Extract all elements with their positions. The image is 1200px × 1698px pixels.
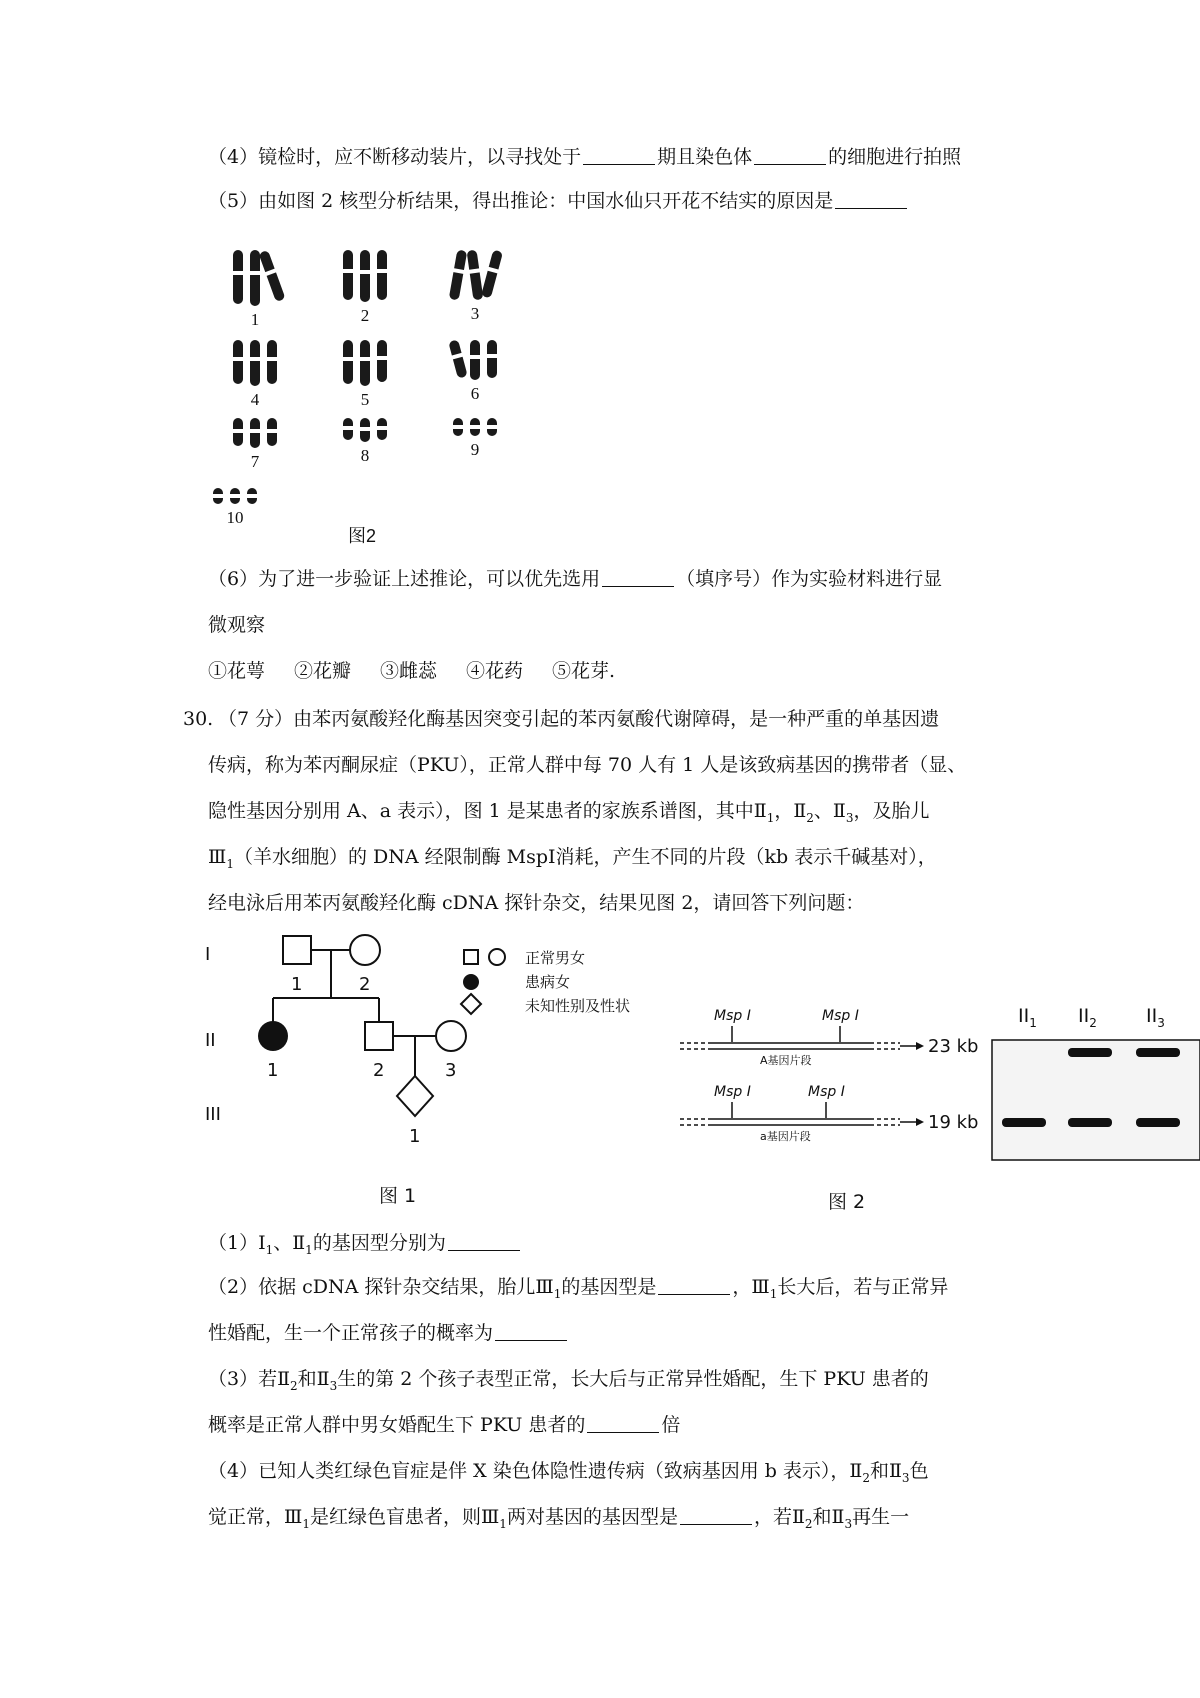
fragment-A-label: A基因片段 — [760, 1054, 812, 1067]
option-5: ⑤花芽. — [552, 660, 616, 682]
q29-sub5-text: （5）由如图 2 核型分析结果，得出推论：中国水仙只开花不结实的原因是 — [208, 190, 834, 212]
option-1: ①花萼 — [208, 660, 266, 682]
label-I2: 2 — [359, 974, 371, 995]
answer-blank — [835, 190, 907, 209]
label-II1: 1 — [267, 1060, 279, 1081]
chromosome-group-7: 7 — [205, 418, 305, 472]
legend-unknown-icon — [461, 994, 481, 1014]
individual-II2-male — [365, 1022, 393, 1050]
individual-II3-female — [436, 1021, 466, 1051]
q29-sub6-line1: （6）为了进一步验证上述推论，可以优先选用 （填序号）作为实验材料进行显 — [208, 568, 943, 590]
q29-sub6-line2: 微观察 — [208, 614, 266, 636]
chromosome-group-10: 10 — [185, 488, 285, 528]
band-II2-23kb — [1068, 1048, 1112, 1057]
option-2: ②花瓣 — [294, 660, 352, 682]
q30-sub3-line2: 概率是正常人群中男女婚配生下 PKU 患者的 倍 — [208, 1414, 681, 1436]
karyotype-caption: 图2 — [348, 526, 377, 546]
q29-sub4-text: （4）镜检时，应不断移动装片，以寻找处于 — [208, 146, 582, 168]
q30-intro-3: 隐性基因分别用 A、a 表示），图 1 是某患者的家族系谱图，其中$Ⅱ_1$，$Ⅱ_2$、$Ⅱ_3$，及胎儿 — [208, 800, 930, 825]
chromosome-group-3: 3 — [425, 250, 525, 324]
answer-blank — [658, 1276, 730, 1295]
q29-sub5 — [208, 186, 1038, 216]
chromosome-group-1: 1 — [205, 250, 305, 330]
lane-II1-label: $II_1$ — [1018, 1005, 1037, 1030]
individual-I1-male — [283, 936, 311, 964]
individual-III1-unknown — [397, 1076, 433, 1116]
answer-blank — [602, 568, 674, 587]
question-number: 30. — [183, 708, 214, 730]
answer-blank — [448, 1232, 520, 1251]
individual-I2-female — [350, 935, 380, 965]
answer-blank — [495, 1322, 567, 1341]
q30-sub3-line1: （3）若$Ⅱ_2$和$Ⅱ_3$生的第 2 个孩子表型正常，长大后与正常异性婚配，生下 PKU 患者的 — [208, 1368, 929, 1393]
msp-site-label: Msp I — [714, 1008, 751, 1024]
band-II1-19kb — [1002, 1118, 1046, 1127]
size-23kb-label: 23 kb — [928, 1036, 979, 1057]
legend-normal-label: 正常男女 — [525, 949, 586, 967]
msp-site-label: Msp I — [714, 1084, 751, 1100]
q30-sub4-line1: （4）已知人类红绿色盲症是伴 X 染色体隐性遗传病（致病基因用 b 表示），$Ⅱ_2$和$Ⅱ_3$色 — [208, 1460, 929, 1485]
option-3: ③雌蕊 — [380, 660, 438, 682]
band-II3-19kb — [1136, 1118, 1180, 1127]
lane-II3-label: $II_3$ — [1146, 1005, 1165, 1030]
msp-site-label: Msp I — [822, 1008, 859, 1024]
individual-II1-affected — [258, 1021, 288, 1051]
size-19kb-label: 19 kb — [928, 1112, 979, 1133]
legend-male-icon — [464, 950, 478, 964]
q30-sub4-line2: 觉正常，$Ⅲ_1$是红绿色盲患者，则$Ⅲ_1$两对基因的基因型是 ，若$Ⅱ_2$和$Ⅱ_3$再生一 — [208, 1506, 910, 1531]
gel-caption: 图 2 — [828, 1191, 866, 1213]
label-II2: 2 — [373, 1060, 385, 1081]
legend-affected-icon — [463, 974, 479, 990]
chromosome-group-4: 4 — [205, 340, 305, 410]
option-4: ④花药 — [466, 660, 524, 682]
lane-II2-label: $II_2$ — [1078, 1005, 1097, 1030]
answer-blank — [680, 1506, 752, 1525]
q30-sub2-line1: （2）依据 cDNA 探针杂交结果，胎儿$Ⅲ_1$的基因型是 ，$Ⅲ_1$长大后，若与正常异 — [208, 1276, 949, 1301]
chromosome-group-6: 6 — [425, 340, 525, 404]
label-I1: 1 — [291, 974, 303, 995]
q30-sub1: $(1)Ⅰ_1$、$Ⅱ_1$的基因型分别为 — [208, 1228, 1038, 1265]
chromosome-group-9: 9 — [425, 418, 525, 460]
q29-sub4-mid: 期且染色体 — [657, 146, 753, 168]
legend-affected-label: 患病女 — [525, 973, 571, 991]
answer-blank — [583, 146, 655, 165]
label-III1: 1 — [409, 1126, 421, 1147]
q30-sub2-line2: 性婚配，生一个正常孩子的概率为 — [208, 1318, 1038, 1348]
q30-intro-2: 传病，称为苯丙酮尿症（PKU），正常人群中每 70 人有 1 人是该致病基因的携带者（显、 — [208, 754, 967, 776]
q30-intro-4: $Ⅲ_1$（羊水细胞）的 DNA 经限制酶 MspⅠ消耗，产生不同的片段（kb 表示千碱基对）， — [208, 846, 937, 871]
q29-sub4-end: 的细胞进行拍照 — [828, 146, 962, 168]
pedigree-caption: 图 1 — [379, 1185, 417, 1207]
chromosome-group-2: 2 — [315, 250, 415, 326]
answer-blank — [587, 1414, 659, 1433]
msp-site-label: Msp I — [808, 1084, 845, 1100]
karyotype-figure — [205, 250, 565, 550]
q30-intro-1: （7 分）由苯丙氨酸羟化酶基因突变引起的苯丙氨酸代谢障碍，是一种严重的单基因遗 — [218, 708, 940, 730]
answer-blank — [754, 146, 826, 165]
generation-I-label: I — [205, 944, 211, 965]
generation-II-label: II — [205, 1030, 216, 1051]
chromosome-group-5: 5 — [315, 340, 415, 410]
band-II3-23kb — [1136, 1048, 1180, 1057]
legend-female-icon — [489, 949, 505, 965]
pedigree-figure — [205, 930, 675, 1220]
label-II3: 3 — [445, 1060, 457, 1081]
fragment-a-label: a基因片段 — [760, 1130, 811, 1143]
q29-options — [208, 656, 1038, 686]
q30-intro-5: 经电泳后用苯丙氨酸羟化酶 cDNA 探针杂交，结果见图 2，请回答下列问题： — [208, 892, 865, 914]
chromosome-group-8: 8 — [315, 418, 415, 466]
restriction-gel-figure — [680, 990, 1200, 1230]
q29-sub4 — [208, 142, 1038, 172]
legend-unknown-label: 未知性别及性状 — [525, 997, 631, 1015]
generation-III-label: III — [205, 1104, 221, 1125]
gel-panel — [992, 1040, 1200, 1160]
band-II2-19kb — [1068, 1118, 1112, 1127]
